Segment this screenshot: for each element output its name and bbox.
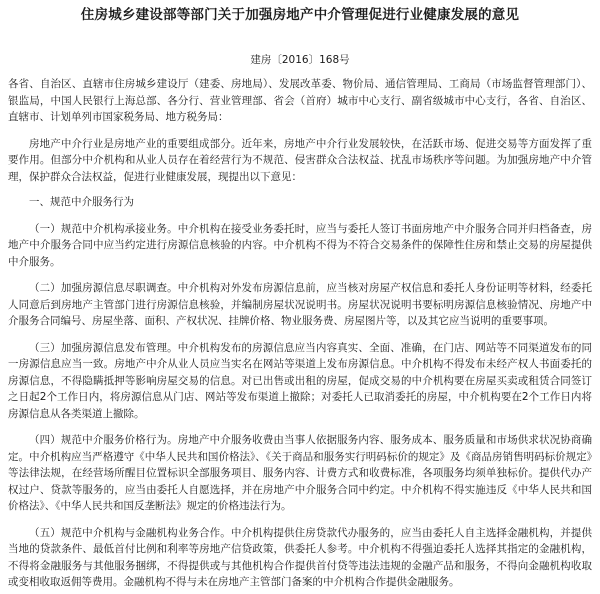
clause-paragraph-3: （三）加强房源信息发布管理。中介机构发布的房源信息应当内容真实、全面、准确，在门店、网站等不同渠道发布的同一房源信息应当一致。房地产中介从业人员应当实名在网站等渠道上发布房源信息。中介机构不得发布未经产权人书面委托的房源信息，不得隐瞒抵押等影响房屋交易的信息。对已出售或出租的房屋，促成交易的中介机构要在房屋买卖或租赁合同签订之日起2个工作日内，将房源信息从门店、网站等发布渠道上撤除；对委托人已取消委托的房屋，中介机构要在2个工作日内将房源信息从各类渠道上撤除。 [8,341,592,420]
document-title: 住房城乡建设部等部门关于加强房地产中介管理促进行业健康发展的意见 [80,7,520,23]
clause-paragraph-2: （二）加强房源信息尽职调查。中介机构对外发布房源信息前，应当核对房屋产权信息和委托人身份证明等材料，经委托人同意后到房地产主管部门进行房源信息核验，并编制房屋状况说明书。房屋状况说明书要标明房源信息核验情况、房地产中介服务合同编号、房屋坐落、面积、产权状况、挂牌价格、物业服务费、房屋图片等，以及其它应当说明的重要事项。 [8,282,592,327]
intro-paragraph: 房地产中介行业是房地产业的重要组成部分。近年来，房地产中介行业发展较快，在活跃市场、促进交易等方面发挥了重要作用。但部分中介机构和从业人员存在着经营行为不规范、侵害群众合法权益、扰乱市场秩序等问题。为加强房地产中介管理，保护群众合法权益，促进行业健康发展，现提出以下意见： [8,137,592,183]
recipients-paragraph: 各省、自治区、直辖市住房城乡建设厅（建委、房地局）、发展改革委、物价局、通信管理局、工商局（市场监督管理部门）、银监局，中国人民银行上海总部、各分行、营业管理部、省会（首府）城市中心支行、副省级城市中心支行，各省、自治区、直辖市、计划单列市国家税务局、地方税务局： [8,78,592,123]
document-number: 建房〔2016〕168号 [250,54,350,66]
clause-paragraph-4: （四）规范中介服务价格行为。房地产中介服务收费由当事人依据服务内容、服务成本、服务质量和市场供求状况协商确定。中介机构应当严格遵守《中华人民共和国价格法》、《关于商品和服务实行明码标价的规定》及《商品房销售明码标价规定》等法律法规，在经营场所醒目位置标识全部服务项目、服务内容、计费方式和收费标准，各项服务均须单独标价。提供代办产权过户、贷款等服务的，应当由委托人自愿选择，并在房地产中介服务合同中约定。中介机构不得实施违反《中华人民共和国价格法》、《中华人民共和国反垄断法》规定的价格违法行为。 [8,434,592,512]
clause-paragraph-1: （一）规范中介机构承接业务。中介机构在接受业务委托时，应当与委托人签订书面房地产中介服务合同并归档备查，房地产中介服务合同中应当约定进行房源信息核验的内容。中介机构不得为不符合交易条件的保障性住房和禁止交易的房屋提供中介服务。 [8,222,592,268]
clause-paragraph-5: （五）规范中介机构与金融机构业务合作。中介机构提供住房贷款代办服务的，应当由委托人自主选择金融机构，并提供当地的贷款条件、最低首付比例和利率等房地产信贷政策，供委托人参考。中介机构不得强迫委托人选择其指定的金融机构，不得将金融服务与其他服务捆绑，不得提供或与其他机构合作提供首付贷等违法违规的金融产品和服务，不得向金融机构收取或变相收取返佣等费用。金融机构不得与未在房地产主管部门备案的中介机构合作提供金融服务。 [8,526,592,588]
section-heading: 一、规范中介服务行为 [29,196,134,208]
